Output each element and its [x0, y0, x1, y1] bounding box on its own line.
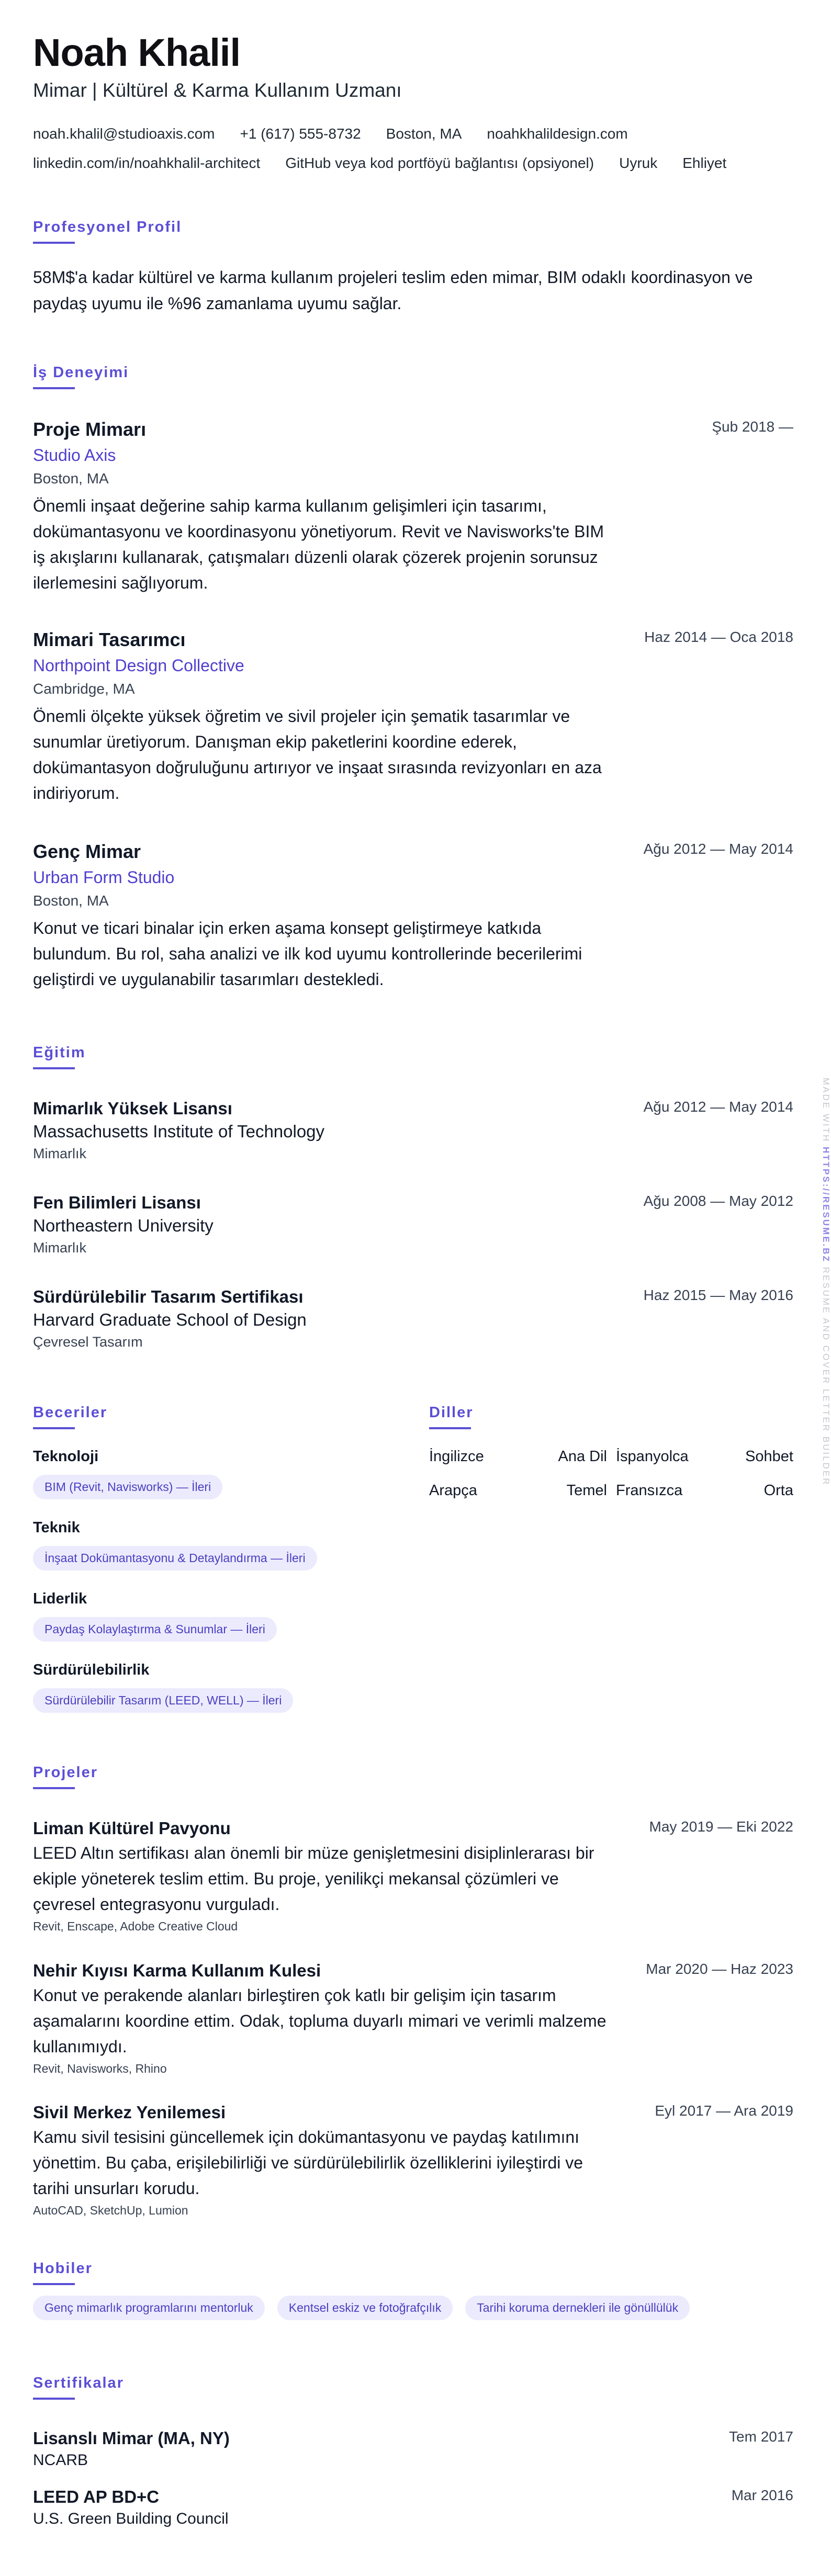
edu-degree: Sürdürülebilir Tasarım Sertifikası: [33, 1287, 304, 1306]
job-description: Önemli ölçekte yüksek öğretim ve sivil projeler için şematik tasarımlar ve sunumlar üretiyorum. Danışman ekip paketlerini koordine ederek, dokümantasyon doğruluğunu artırıyor ve inşaat sırasında revizyonları en aza indiriyorum.: [33, 707, 602, 803]
job-location: Boston, MA: [33, 892, 109, 909]
language-name: İngilizce: [429, 1448, 484, 1465]
project-item: [33, 1961, 793, 2076]
project-description: LEED Altın sertifikası alan önemli bir müze genişletmesini disiplinlerarası bir ekiple yöneterek teslim ettim. Bu proje, yenilikçi mekansal çözümleri ve çevresel entegrasyonu vurguladı.: [33, 1844, 594, 1914]
section-divider: [33, 2283, 75, 2285]
cert-issuer: U.S. Green Building Council: [33, 2510, 229, 2527]
language-name: Arapça: [429, 1482, 477, 1499]
job-dates: Şub 2018 —: [712, 419, 793, 435]
language-row: [429, 1448, 793, 1469]
project-description: Konut ve perakende alanları birleştiren çok katlı bir gelişim için tasarım aşamalarını koordine ettim. Odak, topluma duyarlı mimari ve verimli malzeme kullanımıydı.: [33, 1986, 607, 2056]
skill-group: [33, 1519, 317, 1571]
hobbies-list: [33, 2296, 690, 2320]
contact-linkedin[interactable]: linkedin.com/in/noahkhalil-architect: [33, 155, 261, 171]
job-company: Northpoint Design Collective: [33, 656, 244, 675]
contact-row-primary: [33, 126, 628, 142]
skill-chip: Paydaş Kolaylaştırma & Sunumlar — İleri: [33, 1617, 277, 1642]
edu-degree: Mimarlık Yüksek Lisansı: [33, 1099, 232, 1118]
hobby-chip: Genç mimarlık programlarını mentorluk: [33, 2296, 265, 2320]
edu-school: Massachusetts Institute of Technology: [33, 1122, 325, 1141]
skill-chip: İnşaat Dokümantasyonu & Detaylandırma — İleri: [33, 1546, 317, 1571]
skill-category: Liderlik: [33, 1590, 87, 1607]
education-item: [33, 1193, 793, 1256]
edu-dates: Ağu 2008 — May 2012: [643, 1193, 793, 1209]
project-description: Kamu sivil tesisini güncellemek için dokümantasyonu ve paydaş katılımını yönettim. Bu çaba, erişilebilirliği ve sürdürülebilirlik özelliklerini iyileştirdi ve tarihi unsurları korudu.: [33, 2128, 583, 2198]
section-divider: [33, 1427, 75, 1429]
section-title-profile: Profesyonel Profil: [33, 219, 182, 235]
made-with-watermark: [819, 1078, 831, 1507]
contact-row-secondary: [33, 155, 726, 172]
skill-chip: BIM (Revit, Navisworks) — İleri: [33, 1475, 222, 1499]
job-title: Mimari Tasarımcı: [33, 629, 186, 650]
certification-item: [33, 2428, 793, 2469]
edu-school: Northeastern University: [33, 1216, 214, 1235]
job-location: Cambridge, MA: [33, 681, 135, 697]
contact-website[interactable]: noahkhalildesign.com: [487, 126, 628, 142]
skill-group: [33, 1662, 293, 1713]
language-name: Fransızca: [616, 1482, 683, 1499]
section-divider: [33, 242, 75, 244]
job-description: Konut ve ticari binalar için erken aşama konsept geliştirmeye katkıda bulundum. Bu rol, saha analizi ve ilk kod uyumu kontrollerinde becerilerimi geliştirdi ve uygulanabilir tasarımları destekledi.: [33, 919, 582, 989]
education-item: [33, 1287, 793, 1350]
section-title-languages: Diller: [429, 1404, 474, 1421]
project-tech: AutoCAD, SketchUp, Lumion: [33, 2204, 188, 2217]
project-dates: Eyl 2017 — Ara 2019: [655, 2103, 793, 2119]
section-divider: [429, 1427, 471, 1429]
education-item: [33, 1099, 793, 1162]
experience-item: [33, 419, 793, 596]
skill-group: [33, 1590, 277, 1642]
job-company: Studio Axis: [33, 446, 116, 465]
language-name: İspanyolca: [616, 1448, 689, 1465]
language-level: Ana Dil: [558, 1448, 607, 1465]
language-level: Temel: [566, 1482, 607, 1499]
experience-item: [33, 629, 793, 806]
contact-license: Ehliyet: [682, 155, 727, 171]
language-level: Orta: [763, 1482, 793, 1499]
candidate-headline: Mimar | Kültürel & Karma Kullanım Uzmanı: [33, 80, 402, 101]
edu-field: Mimarlık: [33, 1146, 86, 1161]
section-title-education: Eğitim: [33, 1044, 86, 1061]
candidate-name: Noah Khalil: [33, 31, 241, 74]
contact-nationality: Uyruk: [619, 155, 658, 171]
edu-degree: Fen Bilimleri Lisansı: [33, 1193, 201, 1212]
job-title: Proje Mimarı: [33, 419, 147, 440]
watermark-suffix: RESUME AND COVER LETTER BUILDER: [821, 1267, 831, 1486]
edu-dates: Haz 2015 — May 2016: [643, 1287, 793, 1303]
experience-item: [33, 841, 793, 992]
job-company: Urban Form Studio: [33, 868, 175, 887]
job-location: Boston, MA: [33, 470, 109, 487]
section-title-hobbies: Hobiler: [33, 2260, 93, 2277]
project-tech: Revit, Enscape, Adobe Creative Cloud: [33, 1919, 238, 1933]
hobby-chip: Kentsel eskiz ve fotoğrafçılık: [277, 2296, 453, 2320]
edu-school: Harvard Graduate School of Design: [33, 1310, 307, 1329]
cert-name: LEED AP BD+C: [33, 2487, 160, 2506]
section-divider: [33, 2398, 75, 2400]
certification-item: [33, 2487, 793, 2528]
section-divider: [33, 387, 75, 389]
project-dates: Mar 2020 — Haz 2023: [646, 1961, 793, 1977]
section-title-projects: Projeler: [33, 1764, 98, 1781]
edu-dates: Ağu 2012 — May 2014: [643, 1099, 793, 1115]
cert-name: Lisanslı Mimar (MA, NY): [33, 2428, 230, 2448]
hobby-chip: Tarihi koruma dernekleri ile gönüllülük: [465, 2296, 690, 2320]
cert-date: Tem 2017: [729, 2428, 793, 2445]
watermark-link[interactable]: HTTPS://RESUME.BZ: [821, 1147, 831, 1267]
watermark-prefix: MADE WITH: [821, 1078, 831, 1147]
contact-location: Boston, MA: [386, 126, 462, 142]
profile-summary: 58M$'a kadar kültürel ve karma kullanım projeleri teslim eden mimar, BIM odaklı koordinasyon ve paydaş uyumu ile %96 zamanlama uyumu sağlar.: [33, 268, 753, 313]
project-item: [33, 1818, 793, 1934]
job-dates: Haz 2014 — Oca 2018: [644, 629, 793, 645]
cert-date: Mar 2016: [731, 2487, 793, 2503]
contact-phone[interactable]: +1 (617) 555-8732: [240, 126, 361, 142]
project-title: Liman Kültürel Pavyonu: [33, 1818, 231, 1838]
skill-group: [33, 1448, 222, 1499]
section-title-experience: İş Deneyimi: [33, 364, 129, 381]
project-item: [33, 2103, 793, 2218]
section-divider: [33, 1787, 75, 1789]
skill-category: Teknik: [33, 1519, 80, 1536]
section-divider: [33, 1067, 75, 1069]
edu-field: Çevresel Tasarım: [33, 1334, 143, 1350]
project-tech: Revit, Navisworks, Rhino: [33, 2062, 167, 2075]
job-dates: Ağu 2012 — May 2014: [643, 841, 793, 857]
section-title-certifications: Sertifikalar: [33, 2375, 124, 2391]
section-title-skills: Beceriler: [33, 1404, 108, 1421]
edu-field: Mimarlık: [33, 1240, 86, 1256]
skill-category: Sürdürülebilirlik: [33, 1662, 150, 1678]
language-row: [429, 1482, 793, 1503]
job-title: Genç Mimar: [33, 841, 141, 862]
project-title: Nehir Kıyısı Karma Kullanım Kulesi: [33, 1961, 321, 1980]
skill-chip: Sürdürülebilir Tasarım (LEED, WELL) — İleri: [33, 1688, 293, 1713]
project-title: Sivil Merkez Yenilemesi: [33, 2103, 226, 2122]
cert-issuer: NCARB: [33, 2451, 88, 2469]
language-level: Sohbet: [745, 1448, 793, 1465]
contact-github[interactable]: GitHub veya kod portföyü bağlantısı (opsiyonel): [285, 155, 594, 171]
project-dates: May 2019 — Eki 2022: [649, 1818, 793, 1835]
skill-category: Teknoloji: [33, 1448, 99, 1465]
job-description: Önemli inşaat değerine sahip karma kullanım gelişimleri için tasarımı, dokümantasyonu ve koordinasyonu yönetiyorum. Revit ve Navisworks'te BIM iş akışlarını kullanarak, çatışmaları düzenli olarak çözerek projenin sorunsuz ilerlemesini sağlıyorum.: [33, 496, 604, 592]
contact-email[interactable]: noah.khalil@studioaxis.com: [33, 126, 215, 142]
